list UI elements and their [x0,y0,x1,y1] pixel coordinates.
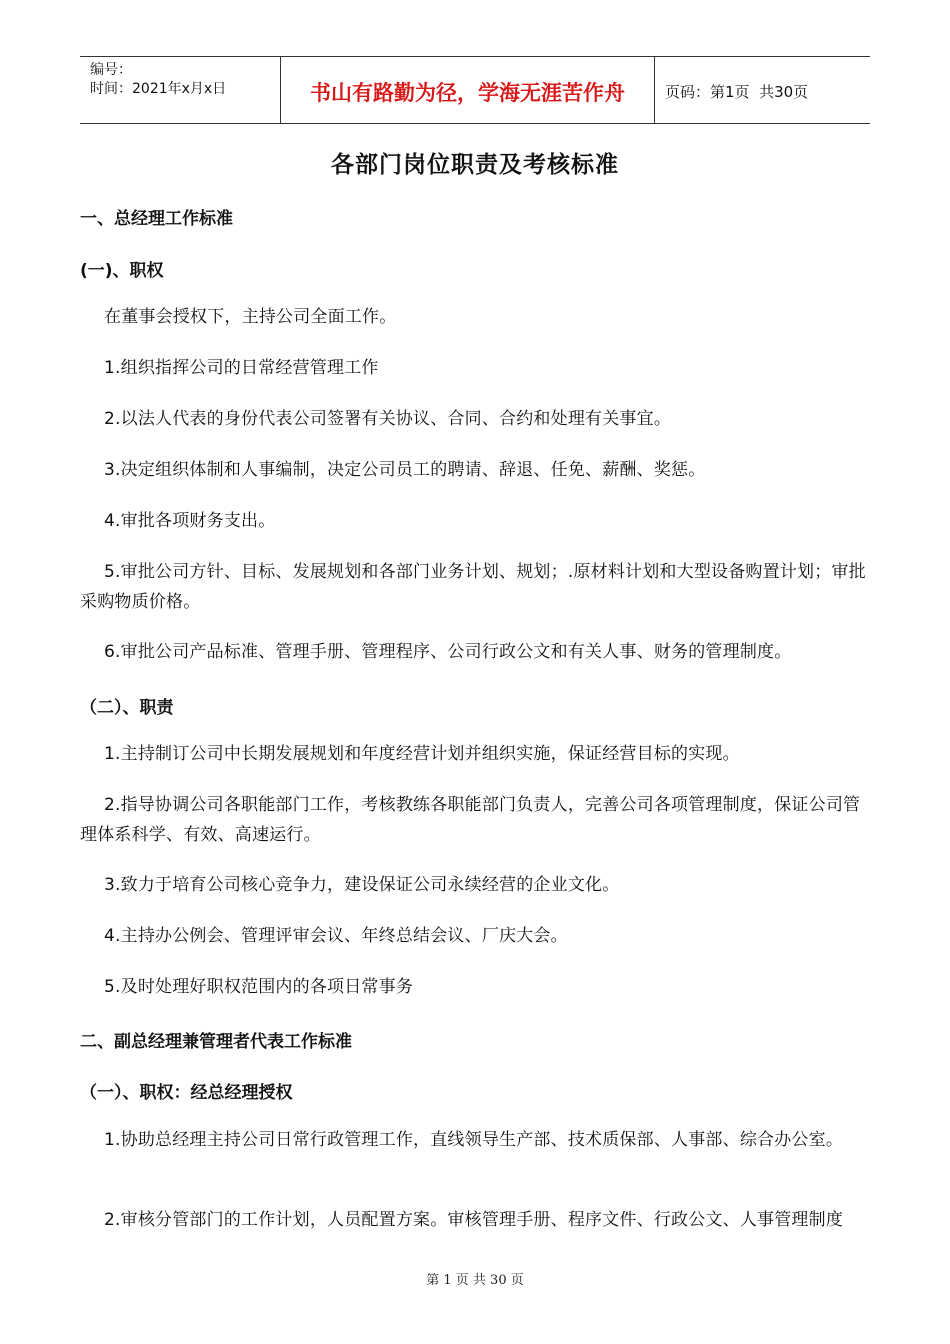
subsection-heading: (一)、职权 [80,261,164,281]
subsection-heading: （二）、职责 [80,698,174,718]
paragraph: 3.致力于培育公司核心竞争力，建设保证公司永续经营的企业文化。 [104,875,620,895]
document-title: 各部门岗位职责及考核标准 [331,151,619,178]
paragraph: 4.审批各项财务支出。 [104,511,276,531]
section-heading: 一、总经理工作标准 [80,209,233,229]
subsection-heading: （一）、职权：经总经理授权 [80,1083,293,1103]
paragraph: 3.决定组织体制和人事编制，决定公司员工的聘请、辞退、任免、薪酬、奖惩。 [104,460,706,480]
header-motto: 书山有路勤为径，学海无涯苦作舟 [281,57,655,123]
header-meta [80,57,281,123]
paragraph: 6.审批公司产品标准、管理手册、管理程序、公司行政公文和有关人事、财务的管理制度。 [104,642,792,662]
paragraph: 1.协助总经理主持公司日常行政管理工作，直线领导生产部、技术质保部、人事部、综合办公室。 [104,1130,844,1150]
paragraph: 5.审批公司方针、目标、发展规划和各部门业务计划、规划；.原材料计划和大型设备购置计划；审批采购物质价格。 [80,562,866,612]
time-label: 时间：2021年x月x日 [90,81,227,97]
paragraph: 1.组织指挥公司的日常经营管理工作 [104,358,379,378]
paragraph: 在董事会授权下，主持公司全面工作。 [104,307,397,327]
header-page-info [655,57,870,123]
paragraph: 4.主持办公例会、管理评审会议、年终总结会议、厂庆大会。 [104,926,568,946]
paragraph: 2.以法人代表的身份代表公司签署有关协议、合同、合约和处理有关事宜。 [104,409,672,429]
paragraph: 1.主持制订公司中长期发展规划和年度经营计划并组织实施，保证经营目标的实现。 [104,744,740,764]
number-label: 编号： [90,62,132,78]
page-header [80,56,870,124]
page-footer: 第 1 页 共 30 页 [426,1273,524,1288]
paragraph: 5.及时处理好职权范围内的各项日常事务 [104,977,414,997]
paragraph: 2.审核分管部门的工作计划，人员配置方案。审核管理手册、程序文件、行政公文、人事管理制度 [104,1210,844,1230]
page-info-text: 页码：第1页 共30页 [665,82,809,101]
paragraph: 2.指导协调公司各职能部门工作，考核教练各职能部门负责人，完善公司各项管理制度，保证公司管理体系科学、有效、高速运行。 [80,795,861,845]
section-heading: 二、副总经理兼管理者代表工作标准 [80,1032,352,1052]
